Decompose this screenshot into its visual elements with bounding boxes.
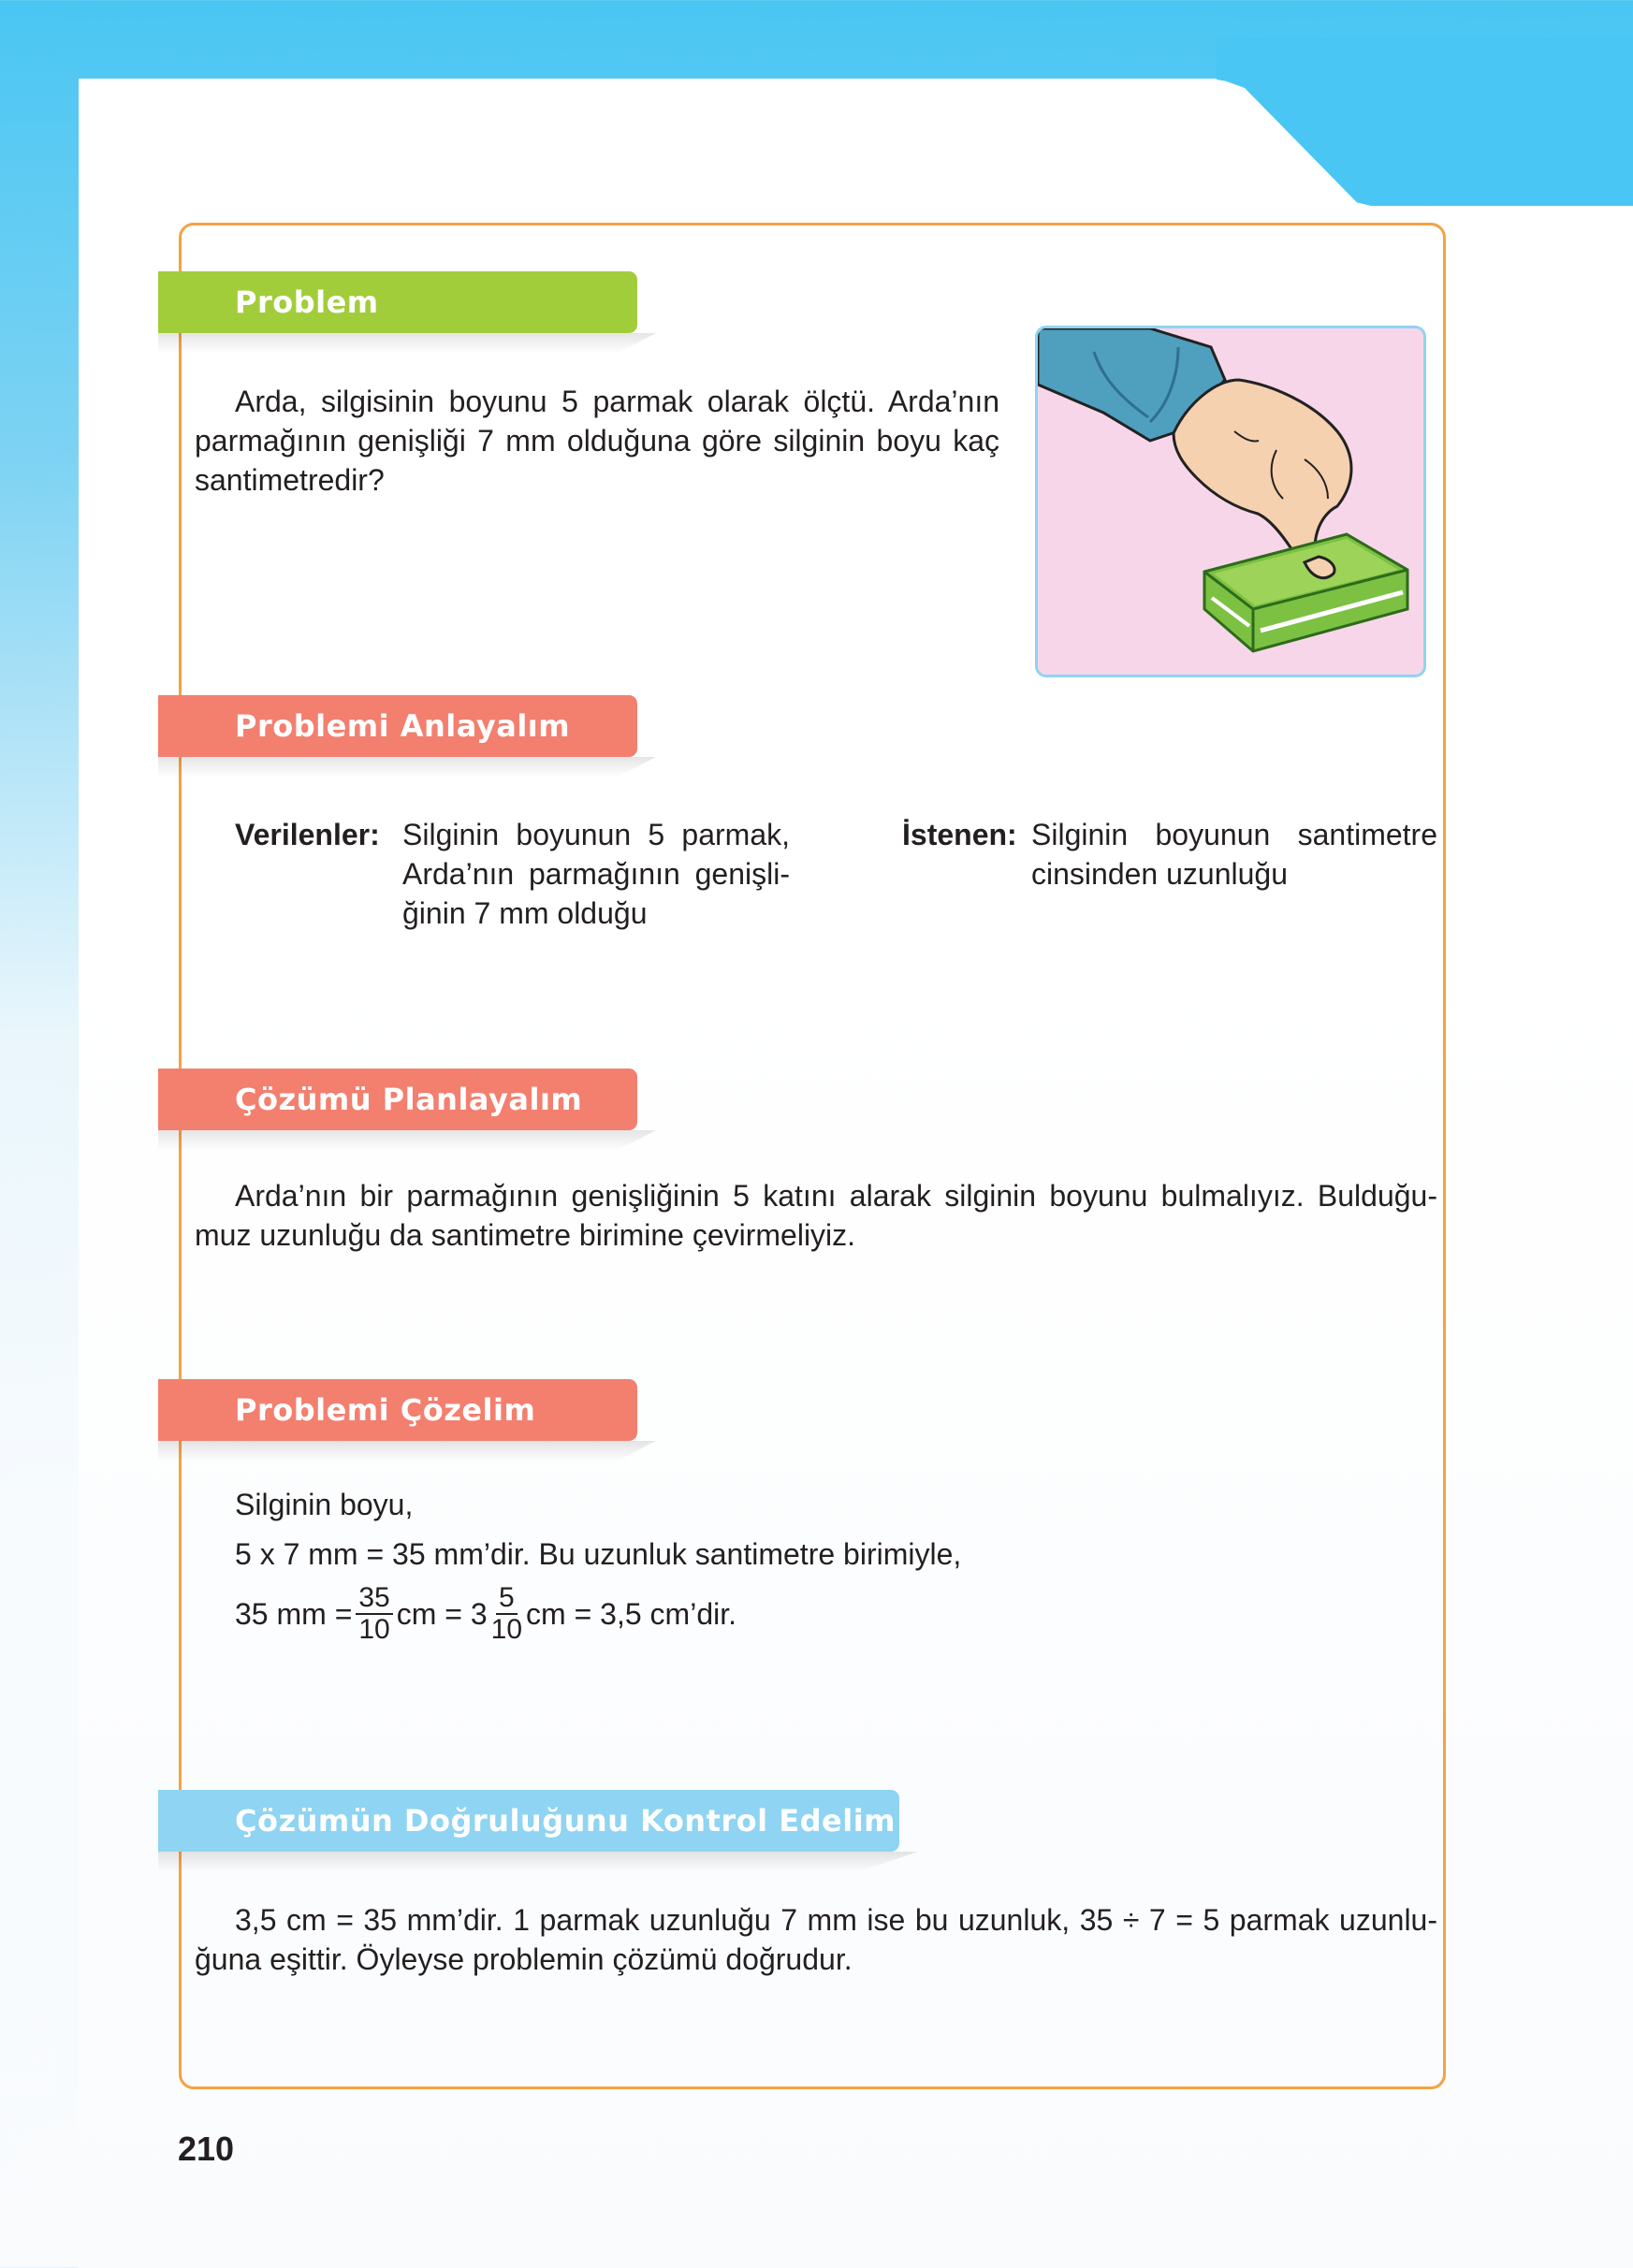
asked-line-2: cinsinden uzunluğu <box>1031 857 1288 891</box>
plan-line-1: Arda’nın bir parmağının genişliğinin 5 katını alarak silginin boyunu bulmalıyız. Bulduğu- <box>235 1179 1437 1213</box>
banner-problem <box>158 271 637 333</box>
given-label: Verilenler: <box>235 818 380 851</box>
banner-understand <box>158 695 637 757</box>
fraction-2-denominator: 10 <box>490 1614 523 1645</box>
fraction-2-numerator: 5 <box>496 1583 518 1615</box>
banner-solve-title: Problemi Çözelim <box>235 1392 536 1428</box>
banner-solve <box>158 1379 637 1441</box>
banner-check <box>158 1790 899 1852</box>
fraction-1-denominator: 10 <box>358 1614 390 1645</box>
page-number: 210 <box>178 2130 235 2168</box>
solve-equation <box>235 1583 736 1645</box>
asked-text <box>1031 815 1437 894</box>
plan-text <box>195 1176 1437 1255</box>
solve-line-1: Silginin boyu, <box>235 1488 414 1521</box>
equation-part-1: 35 mm = <box>235 1597 353 1631</box>
fraction-1-numerator: 35 <box>356 1583 392 1615</box>
asked-line-1: Silginin boyunun santimetre <box>1031 818 1437 851</box>
given-text <box>402 815 790 933</box>
asked-label: İstenen: <box>902 818 1017 851</box>
given-line-3: ğinin 7 mm olduğu <box>402 896 648 930</box>
fraction-5-10 <box>491 1583 522 1645</box>
finger-pressing-eraser-icon <box>1035 326 1426 677</box>
check-line-1: 3,5 cm = 35 mm’dir. 1 parmak uzunluğu 7 mm ise bu uzunluk, 35 ÷ 7 = 5 parmak uzunlu- <box>235 1903 1437 1937</box>
banner-plan-title: Çözümü Planlayalım <box>235 1082 583 1117</box>
banner-understand-title: Problemi Anlayalım <box>235 708 571 744</box>
check-line-2: ğuna eşittir. Öyleyse problemin çözümü doğrudur. <box>195 1942 853 1976</box>
problem-line-2: parmağının genişliği 7 mm olduğuna göre silginin boyu kaç <box>195 424 999 458</box>
equation-part-2: cm = 3 <box>396 1597 488 1631</box>
fraction-35-10 <box>356 1583 392 1645</box>
equation-part-3: cm = 3,5 cm’dir. <box>526 1597 736 1631</box>
given-line-2: Arda’nın parmağının genişli- <box>402 857 790 891</box>
solve-line-2: 5 x 7 mm = 35 mm’dir. Bu uzunluk santimetre birimiyle, <box>235 1537 962 1571</box>
problem-line-3: santimetredir? <box>195 463 385 497</box>
plan-line-2: muz uzunluğu da santimetre birimine çevirmeliyiz. <box>195 1218 856 1252</box>
given-line-1: Silginin boyunun 5 parmak, <box>402 818 790 851</box>
problem-line-1: Arda, silgisinin boyunu 5 parmak olarak ölçtü. Arda’nın <box>235 385 999 418</box>
banner-check-title: Çözümün Doğruluğunu Kontrol Edelim <box>235 1803 896 1839</box>
banner-problem-title: Problem <box>235 284 379 320</box>
check-text <box>195 1900 1437 1979</box>
banner-plan <box>158 1069 637 1130</box>
problem-text <box>195 382 999 500</box>
